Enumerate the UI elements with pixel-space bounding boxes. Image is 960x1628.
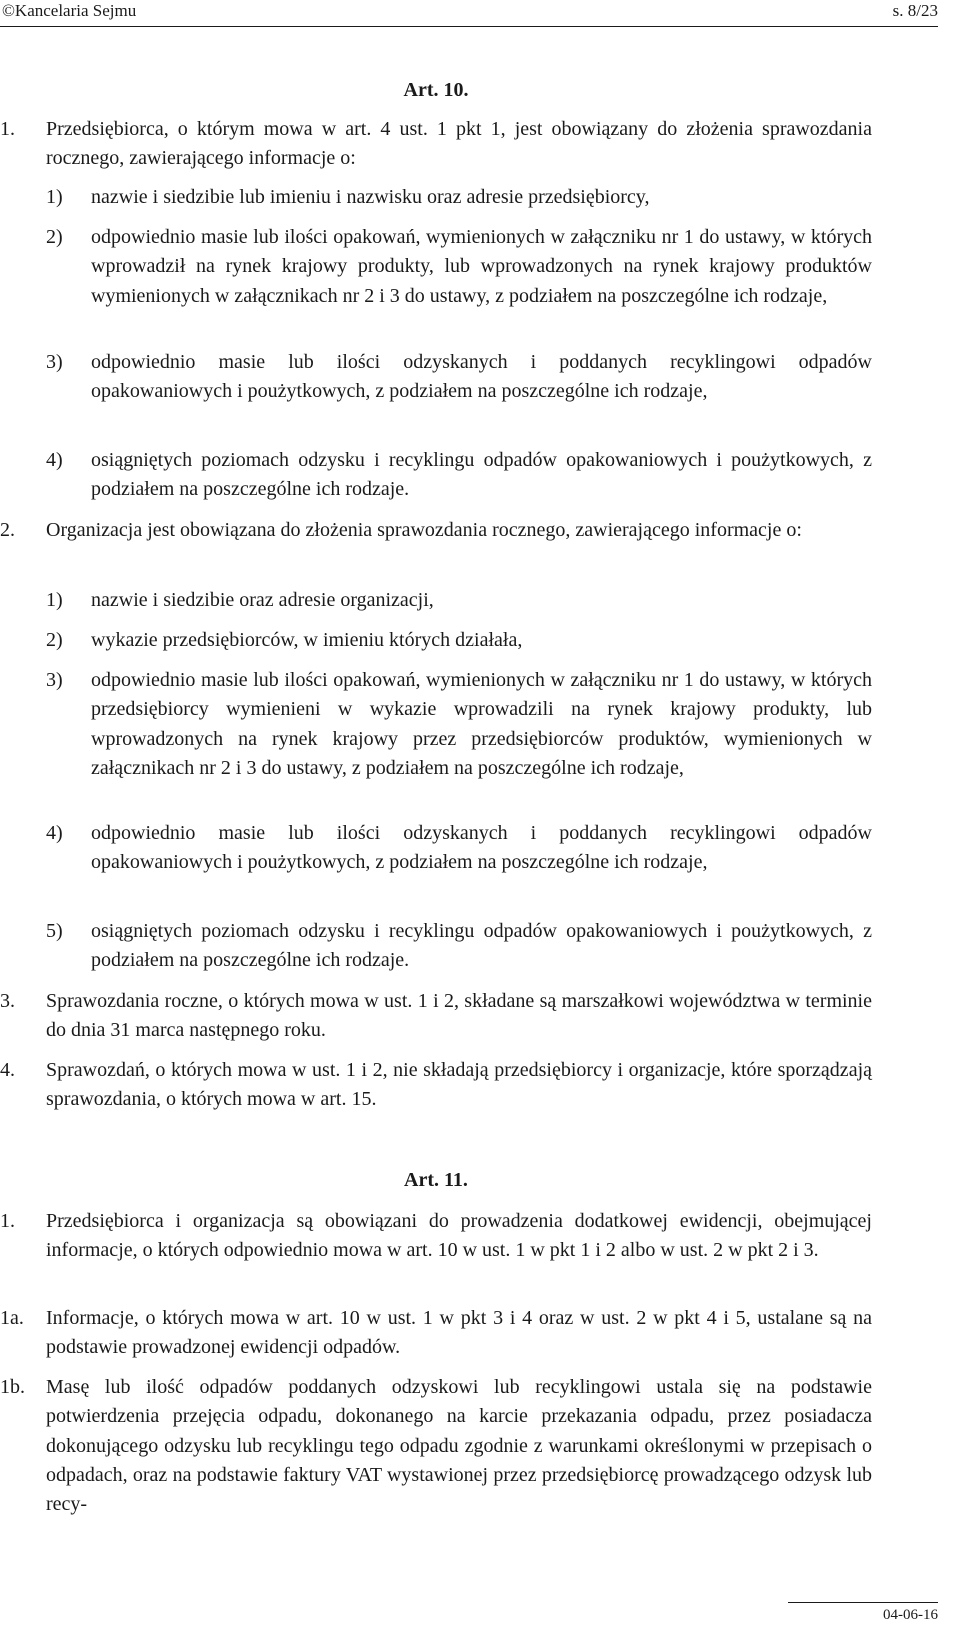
paragraph-number: 1a. bbox=[0, 1307, 24, 1329]
paragraph-number: 3. bbox=[0, 990, 15, 1012]
item-number: 1) bbox=[46, 186, 63, 208]
paragraph-number: 4. bbox=[0, 1059, 15, 1081]
page-footer-date: 04-06-16 bbox=[788, 1602, 938, 1625]
item-number: 2) bbox=[46, 226, 63, 248]
art10-p2-item-5 bbox=[46, 917, 872, 976]
paragraph-number: 1. bbox=[0, 1210, 15, 1232]
art10-paragraph-2 bbox=[0, 516, 872, 545]
article-10-title: Art. 10. bbox=[403, 79, 469, 101]
art10-p2-item-2 bbox=[46, 626, 872, 655]
item-text: odpowiednio masie lub ilości opakowań, wymienionych w załączniku nr 1 do ustawy, w których wprowadził na rynek krajowy produkty, lub wprowadzonych na rynek krajowy produktów wymienionych w załącznikach nr 2 i 3 do ustawy, z podziałem na poszczególne ich rodzaje, bbox=[91, 226, 872, 307]
art10-paragraph-1 bbox=[0, 115, 872, 174]
item-text: osiągniętych poziomach odzysku i recyklingu odpadów opakowaniowych i poużytkowych, z podziałem na poszczególne ich rodzaje. bbox=[91, 920, 872, 972]
item-text: odpowiednio masie lub ilości odzyskanych i poddanych recyklingowi odpadów opakowaniowych i poużytkowych, z podziałem na poszczególne ich rodzaje, bbox=[91, 822, 872, 874]
item-number: 1) bbox=[46, 589, 63, 611]
header-copyright: ©Kancelaria Sejmu bbox=[2, 1, 137, 20]
paragraph-text: Przedsiębiorca i organizacja są obowiązani do prowadzenia dodatkowej ewidencji, obejmującej informacje, o których odpowiednio mowa w art. 10 w ust. 1 w pkt 1 i 2 albo w ust. 2 w pkt 2 i 3. bbox=[46, 1210, 872, 1262]
paragraph-text: Sprawozdań, o których mowa w ust. 1 i 2, nie składają przedsiębiorcy i organizacje, które sporządzają sprawozdania, o których mowa w art. 15. bbox=[46, 1059, 872, 1111]
paragraph-number: 2. bbox=[0, 519, 15, 541]
header-page-number: s. 8/23 bbox=[892, 1, 938, 20]
item-number: 3) bbox=[46, 351, 63, 373]
item-number: 2) bbox=[46, 629, 63, 651]
item-text: odpowiednio masie lub ilości opakowań, wymienionych w załączniku nr 1 do ustawy, w których przedsiębiorcy wymienieni w wykazie wprowadzili na rynek krajowy produkty, lub wprowadzonych na rynek krajowy przez przedsiębiorców produktów, wymienionych w załącznikach nr 2 i 3 do ustawy, z podziałem na poszczególne ich rodzaje, bbox=[91, 669, 872, 779]
art10-p1-item-4 bbox=[46, 446, 872, 505]
paragraph-number: 1. bbox=[0, 118, 15, 140]
article-11-title: Art. 11. bbox=[404, 1169, 468, 1191]
item-text: nazwie i siedzibie lub imieniu i nazwisku oraz adresie przedsiębiorcy, bbox=[91, 186, 650, 208]
item-number: 5) bbox=[46, 920, 63, 942]
paragraph-text: Informacje, o których mowa w art. 10 w ust. 1 w pkt 3 i 4 oraz w ust. 2 w pkt 4 i 5, ustalane są na podstawie prowadzonej ewidencji odpadów. bbox=[46, 1307, 872, 1359]
art10-p1-item-3 bbox=[46, 348, 872, 407]
paragraph-number: 1b. bbox=[0, 1376, 25, 1398]
paragraph-text: Organizacja jest obowiązana do złożenia sprawozdania rocznego, zawierającego informacje o: bbox=[46, 519, 802, 541]
art11-paragraph-1b bbox=[0, 1373, 872, 1519]
item-text: wykazie przedsiębiorców, w imieniu których działała, bbox=[91, 629, 523, 651]
item-number: 3) bbox=[46, 669, 63, 691]
art10-p2-item-3 bbox=[46, 666, 872, 783]
art10-paragraph-4 bbox=[0, 1056, 872, 1115]
art10-p2-item-4 bbox=[46, 819, 872, 878]
item-text: nazwie i siedzibie oraz adresie organizacji, bbox=[91, 589, 434, 611]
item-number: 4) bbox=[46, 449, 63, 471]
page-header bbox=[0, 0, 938, 27]
item-text: osiągniętych poziomach odzysku i recyklingu odpadów opakowaniowych i poużytkowych, z podziałem na poszczególne ich rodzaje. bbox=[91, 449, 872, 501]
art11-paragraph-1 bbox=[0, 1207, 872, 1266]
art10-p1-item-1 bbox=[46, 183, 872, 212]
art11-paragraph-1a bbox=[0, 1304, 872, 1363]
item-number: 4) bbox=[46, 822, 63, 844]
paragraph-text: Sprawozdania roczne, o których mowa w ust. 1 i 2, składane są marszałkowi województwa w terminie do dnia 31 marca następnego roku. bbox=[46, 990, 872, 1042]
paragraph-text: Masę lub ilość odpadów poddanych odzyskowi lub recyklingowi ustala się na podstawie potwierdzenia przejęcia odpadu, dokonanego na karcie przekazania odpadu, przez posiadacza dokonującego odzysku lub recyklingu tego odpadu zgodnie z warunkami określonymi w przepisach o odpadach, oraz na podstawie faktury VAT wystawionej przez przedsiębiorcę prowadzącego odzysk lub recy- bbox=[46, 1376, 872, 1516]
art10-paragraph-3 bbox=[0, 987, 872, 1046]
paragraph-text: Przedsiębiorca, o którym mowa w art. 4 ust. 1 pkt 1, jest obowiązany do złożenia sprawozdania rocznego, zawierającego informacje o: bbox=[46, 118, 872, 170]
art10-p2-item-1 bbox=[46, 586, 872, 615]
art10-p1-item-2 bbox=[46, 223, 872, 311]
item-text: odpowiednio masie lub ilości odzyskanych i poddanych recyklingowi odpadów opakowaniowych i poużytkowych, z podziałem na poszczególne ich rodzaje, bbox=[91, 351, 872, 403]
